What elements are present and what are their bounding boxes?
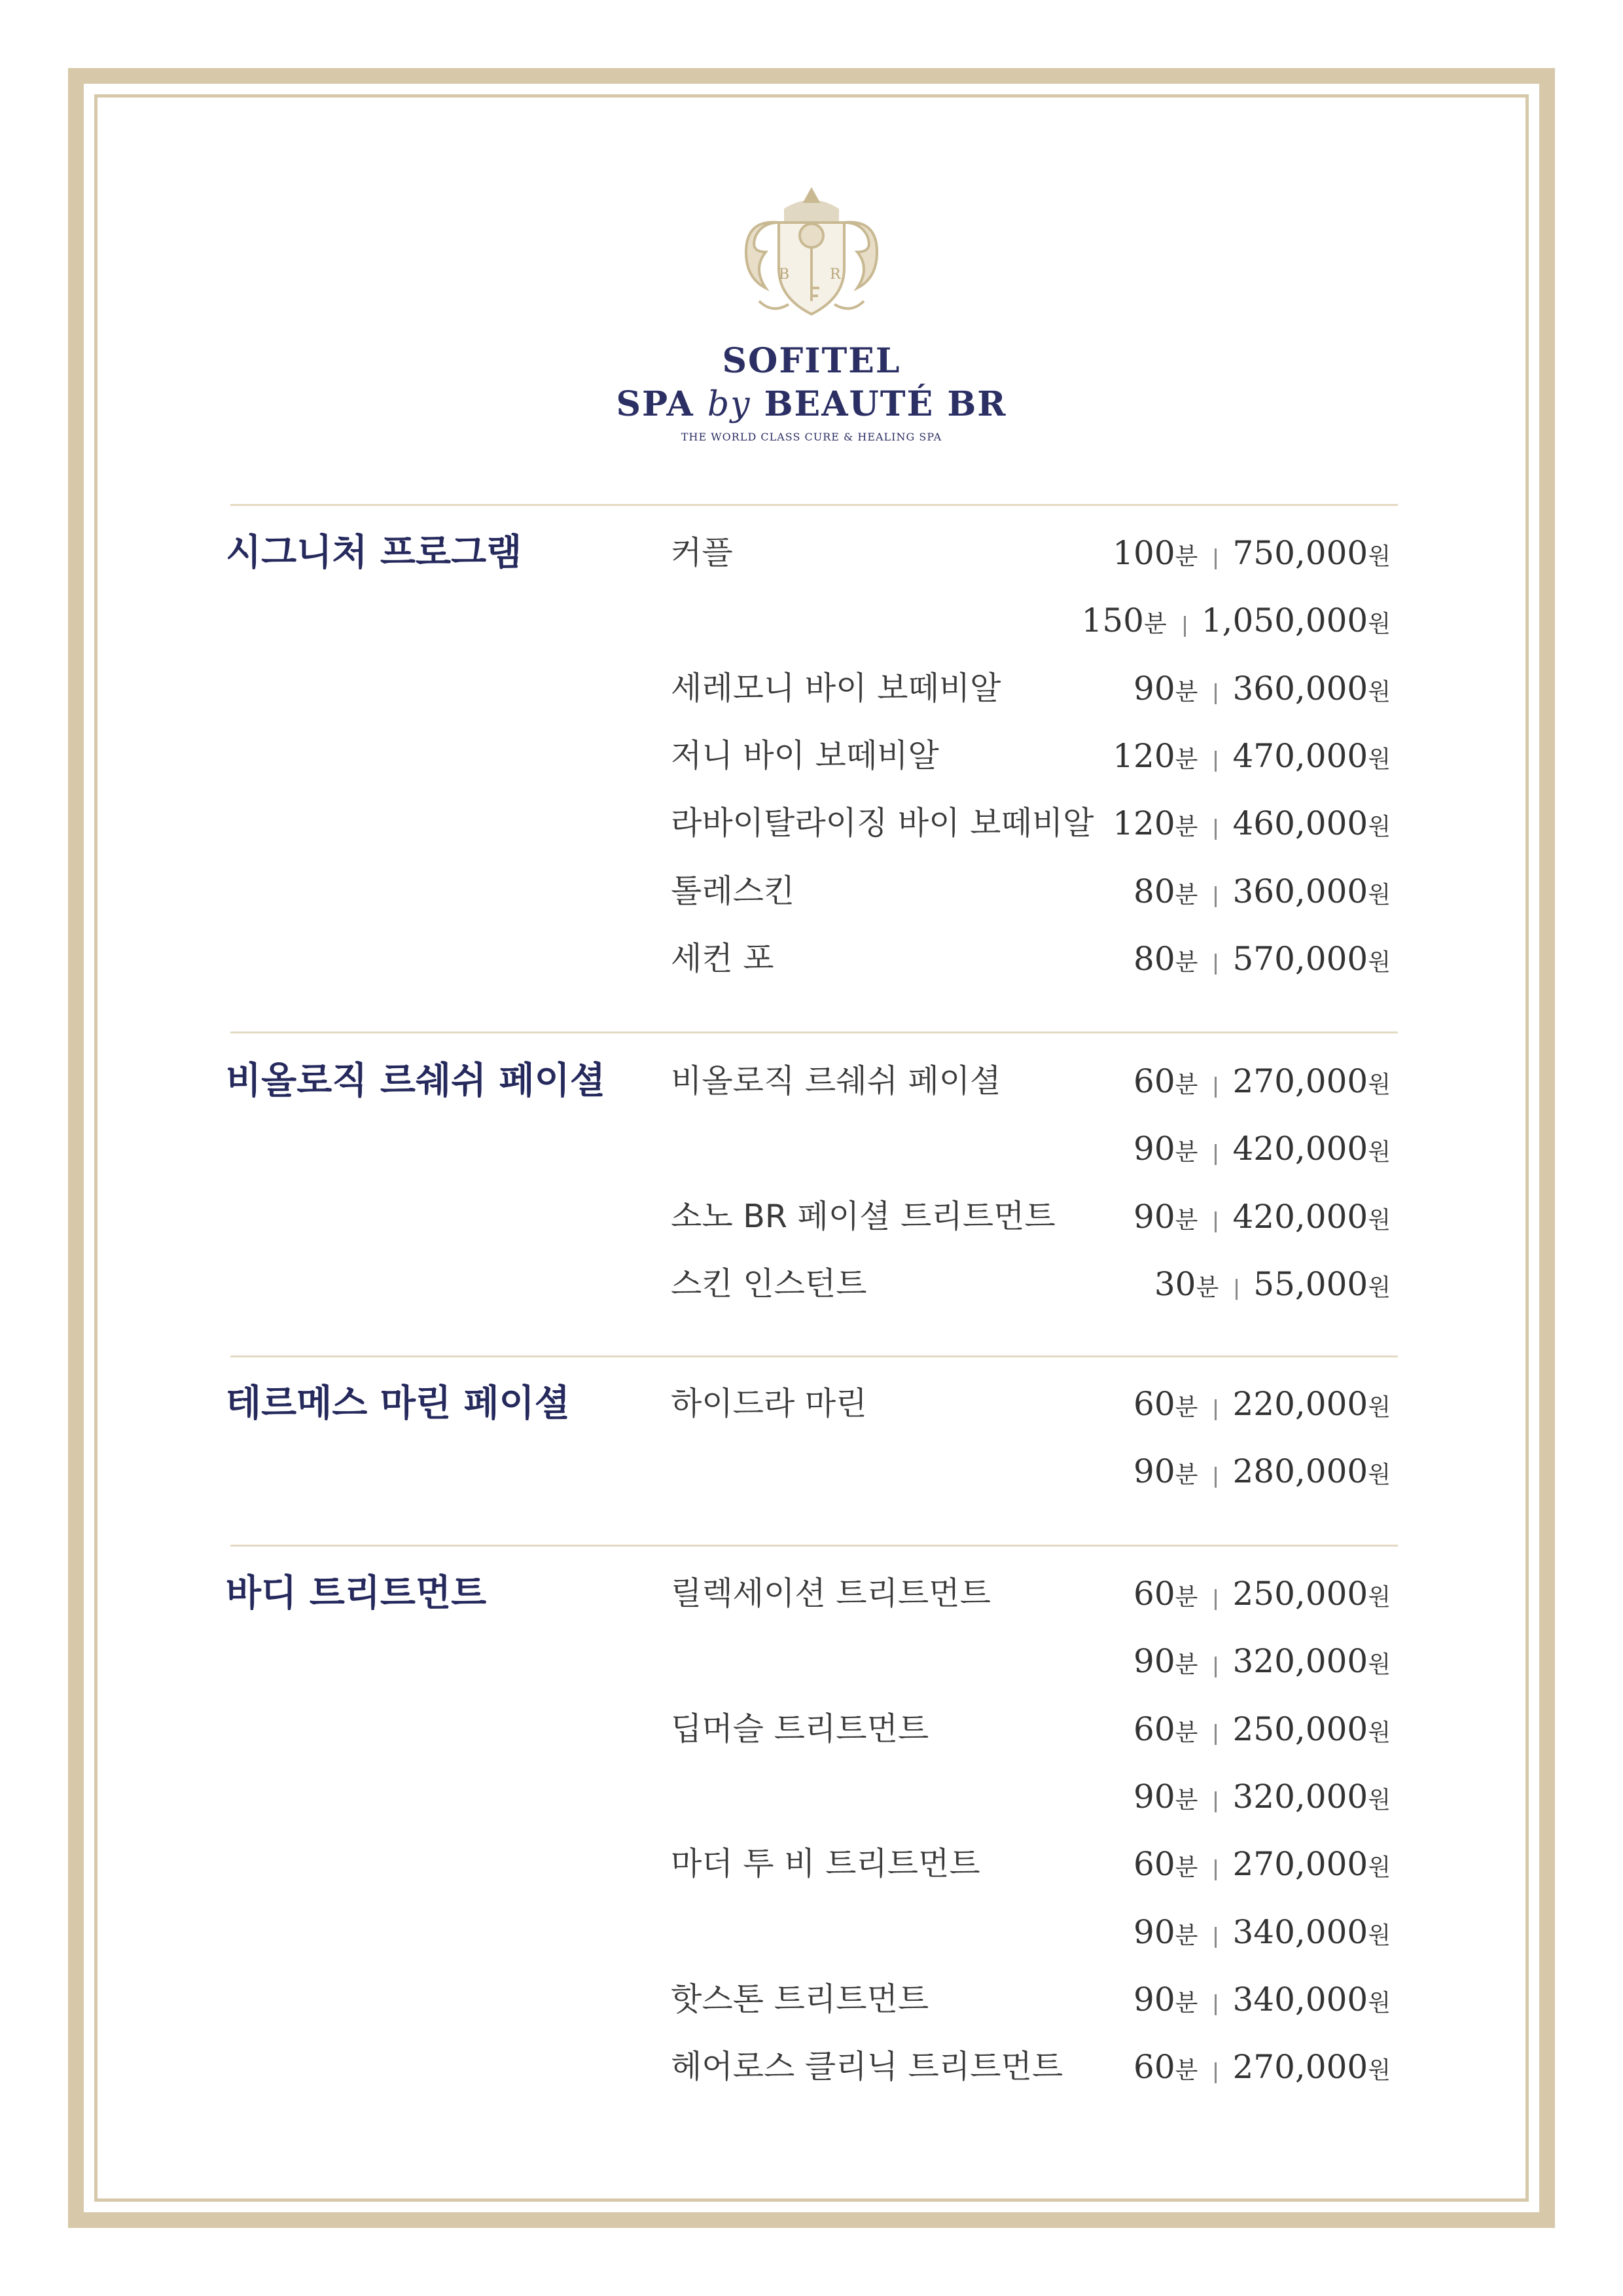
price-info	[1133, 869, 1391, 922]
section-title: 비올로직 르쉐쉬 페이셜	[226, 1060, 605, 1102]
duration-unit: 분	[1175, 1071, 1198, 1098]
brand-spa-text: SPA	[616, 384, 694, 424]
menu-row	[671, 1261, 1391, 1307]
price-value: 55,000	[1253, 1265, 1368, 1303]
duration-value: 60	[1133, 1710, 1175, 1748]
separator-bar	[1236, 1279, 1238, 1300]
treatment-name: 저니 바이 보떼비알	[671, 736, 939, 774]
price-unit: 원	[1368, 1071, 1391, 1098]
duration-unit: 분	[1175, 1139, 1198, 1166]
price-info	[1082, 598, 1391, 651]
price-unit: 원	[1368, 2057, 1391, 2085]
price-unit: 원	[1368, 611, 1391, 638]
price-unit: 원	[1368, 1584, 1391, 1611]
treatment-name: 라바이탈라이징 바이 보떼비알	[671, 804, 1094, 842]
price-value: 320,000	[1232, 1642, 1368, 1681]
duration-value: 90	[1133, 1642, 1175, 1681]
menu-row	[671, 1571, 1391, 1617]
duration-value: 90	[1133, 1452, 1175, 1491]
menu-row	[671, 869, 1391, 914]
menu-row	[671, 1977, 1391, 2022]
spa-logo	[0, 177, 1623, 443]
duration-value: 120	[1113, 736, 1175, 775]
price-value: 360,000	[1232, 669, 1368, 708]
duration-unit: 분	[1143, 611, 1167, 638]
treatment-name: 비올로직 르쉐쉬 페이셜	[671, 1062, 1001, 1100]
separator-bar	[1215, 1077, 1217, 1098]
price-info	[1113, 800, 1391, 854]
price-info	[1133, 1194, 1391, 1247]
duration-unit: 분	[1175, 543, 1198, 570]
separator-bar	[1215, 1467, 1217, 1488]
duration-unit: 분	[1175, 814, 1198, 841]
price-info	[1154, 1261, 1391, 1315]
price-unit: 원	[1368, 1989, 1391, 2017]
price-unit: 원	[1368, 1274, 1391, 1301]
price-info	[1133, 1448, 1391, 1502]
price-info	[1133, 1058, 1391, 1112]
duration-value: 90	[1133, 1912, 1175, 1951]
price-value: 250,000	[1232, 1575, 1368, 1613]
duration-unit: 분	[1175, 881, 1198, 908]
separator-bar	[1215, 1791, 1217, 1812]
treatment-name: 헤어로스 클리닉 트리트먼트	[671, 2048, 1063, 2086]
price-unit: 원	[1368, 1854, 1391, 1882]
menu-row	[671, 1126, 1391, 1172]
menu-row	[671, 1381, 1391, 1427]
price-value: 280,000	[1232, 1452, 1368, 1491]
separator-bar	[1215, 1927, 1217, 1948]
treatment-name: 세컨 포	[671, 939, 774, 977]
crest-letter-b: B	[779, 266, 790, 283]
treatment-name: 릴렉세이션 트리트먼트	[671, 1575, 991, 1612]
price-value: 470,000	[1232, 736, 1368, 775]
price-info	[1113, 530, 1391, 584]
price-value: 360,000	[1232, 872, 1368, 910]
price-info	[1133, 1977, 1391, 2030]
duration-unit: 분	[1175, 2057, 1198, 2085]
separator-bar	[1215, 751, 1217, 772]
separator-bar	[1215, 2062, 1217, 2083]
price-value: 220,000	[1232, 1385, 1368, 1423]
separator-bar	[1215, 1657, 1217, 1677]
duration-value: 120	[1113, 804, 1175, 843]
menu-row	[671, 1448, 1391, 1494]
duration-unit: 분	[1175, 1206, 1198, 1234]
price-info	[1133, 1909, 1391, 1963]
separator-bar	[1184, 616, 1186, 637]
duration-unit: 분	[1175, 948, 1198, 976]
section-title: 시그니처 프로그램	[226, 531, 522, 574]
section-divider	[230, 504, 1398, 506]
menu-row	[671, 1706, 1391, 1752]
duration-value: 90	[1133, 1130, 1175, 1168]
separator-bar	[1215, 548, 1217, 569]
price-unit: 원	[1368, 1719, 1391, 1746]
duration-value: 100	[1113, 534, 1175, 572]
price-value: 340,000	[1232, 1980, 1368, 2018]
price-value: 270,000	[1232, 1845, 1368, 1884]
price-info	[1133, 1571, 1391, 1624]
menu-row	[671, 530, 1391, 576]
treatment-name: 핫스톤 트리트먼트	[671, 1980, 929, 2018]
menu-row	[671, 1638, 1391, 1684]
price-info	[1133, 666, 1391, 719]
duration-value: 90	[1133, 1980, 1175, 2018]
menu-row	[671, 598, 1391, 643]
price-value: 1,050,000	[1201, 601, 1368, 640]
price-unit: 원	[1368, 543, 1391, 570]
separator-bar	[1215, 819, 1217, 840]
duration-unit: 분	[1175, 1462, 1198, 1489]
duration-value: 60	[1133, 1062, 1175, 1100]
price-value: 420,000	[1232, 1130, 1368, 1168]
duration-unit: 분	[1175, 1651, 1198, 1679]
duration-value: 90	[1133, 669, 1175, 708]
separator-bar	[1215, 1144, 1217, 1165]
section-title: 테르메스 마린 페이셜	[226, 1382, 570, 1425]
price-unit: 원	[1368, 1206, 1391, 1234]
price-info	[1133, 936, 1391, 990]
price-info	[1133, 2044, 1391, 2098]
duration-value: 30	[1154, 1265, 1196, 1303]
price-value: 340,000	[1232, 1912, 1368, 1951]
section-divider	[230, 1031, 1398, 1033]
duration-unit: 분	[1175, 745, 1198, 773]
duration-unit: 분	[1175, 1922, 1198, 1949]
menu-row	[671, 1774, 1391, 1820]
separator-bar	[1215, 683, 1217, 704]
price-unit: 원	[1368, 1922, 1391, 1949]
duration-value: 90	[1133, 1197, 1175, 1236]
brand-name-line1: SOFITEL	[722, 341, 901, 381]
separator-bar	[1215, 1211, 1217, 1232]
duration-value: 60	[1133, 2048, 1175, 2087]
crest-letter-r: R	[830, 266, 841, 283]
price-info	[1133, 1774, 1391, 1827]
separator-bar	[1215, 1589, 1217, 1610]
price-unit: 원	[1368, 1651, 1391, 1679]
menu-row	[671, 1058, 1391, 1104]
treatment-name: 톨레스킨	[671, 872, 795, 910]
menu-row	[671, 1194, 1391, 1240]
treatment-name: 딥머슬 트리트먼트	[671, 1710, 929, 1748]
price-unit: 원	[1368, 1139, 1391, 1166]
price-value: 270,000	[1232, 2048, 1368, 2087]
treatment-name: 하이드라 마린	[671, 1385, 867, 1422]
section-title: 바디 트리트먼트	[226, 1572, 487, 1615]
treatment-name: 커플	[671, 534, 733, 571]
price-unit: 원	[1368, 1462, 1391, 1489]
separator-bar	[1215, 1859, 1217, 1880]
duration-value: 80	[1133, 872, 1175, 910]
price-value: 250,000	[1232, 1710, 1368, 1748]
separator-bar	[1215, 1399, 1217, 1420]
price-unit: 원	[1368, 678, 1391, 706]
separator-bar	[1215, 886, 1217, 907]
price-info	[1133, 1126, 1391, 1179]
price-value: 270,000	[1232, 1062, 1368, 1100]
duration-value: 80	[1133, 939, 1175, 978]
brand-beaute-text: BEAUTÉ BR	[764, 384, 1007, 424]
price-info	[1113, 733, 1391, 787]
treatment-name: 소노 BR 페이셜 트리트먼트	[671, 1197, 1056, 1235]
menu-row	[671, 666, 1391, 711]
menu-row	[671, 1841, 1391, 1887]
menu-row	[671, 2044, 1391, 2090]
separator-bar	[1215, 1724, 1217, 1745]
duration-value: 90	[1133, 1777, 1175, 1816]
duration-value: 150	[1081, 601, 1144, 640]
duration-unit: 분	[1175, 1394, 1198, 1421]
duration-unit: 분	[1175, 1719, 1198, 1746]
duration-unit: 분	[1175, 1854, 1198, 1882]
duration-value: 60	[1133, 1845, 1175, 1884]
price-unit: 원	[1368, 948, 1391, 976]
separator-bar	[1215, 954, 1217, 975]
price-value: 320,000	[1232, 1777, 1368, 1816]
menu-row	[671, 936, 1391, 982]
brand-tagline: THE WORLD CLASS CURE & HEALING SPA	[681, 431, 942, 443]
price-unit: 원	[1368, 881, 1391, 908]
duration-unit: 분	[1175, 678, 1198, 706]
brand-name-line2	[0, 384, 1623, 424]
brand-by-text: by	[707, 385, 751, 424]
duration-value: 60	[1133, 1385, 1175, 1423]
price-value: 570,000	[1232, 939, 1368, 978]
treatment-name: 세레모니 바이 보떼비알	[671, 669, 1001, 707]
price-unit: 원	[1368, 814, 1391, 841]
duration-unit: 분	[1175, 1786, 1198, 1814]
duration-unit: 분	[1196, 1274, 1219, 1301]
duration-unit: 분	[1175, 1989, 1198, 2017]
crest-emblem-icon	[733, 177, 890, 327]
price-unit: 원	[1368, 1394, 1391, 1421]
price-info	[1133, 1381, 1391, 1435]
price-info	[1133, 1706, 1391, 1760]
price-value: 750,000	[1232, 534, 1368, 572]
duration-value: 60	[1133, 1575, 1175, 1613]
price-info	[1133, 1638, 1391, 1692]
price-unit: 원	[1368, 745, 1391, 773]
price-value: 460,000	[1232, 804, 1368, 843]
price-info	[1133, 1841, 1391, 1895]
treatment-name: 스킨 인스턴트	[671, 1265, 867, 1302]
menu-row	[671, 1909, 1391, 1955]
duration-unit: 분	[1175, 1584, 1198, 1611]
separator-bar	[1215, 1994, 1217, 2015]
menu-row	[671, 800, 1391, 846]
section-divider	[230, 1355, 1398, 1357]
price-unit: 원	[1368, 1786, 1391, 1814]
price-value: 420,000	[1232, 1197, 1368, 1236]
treatment-name: 마더 투 비 트리트먼트	[671, 1845, 980, 1883]
section-divider	[230, 1545, 1398, 1547]
menu-row	[671, 733, 1391, 779]
